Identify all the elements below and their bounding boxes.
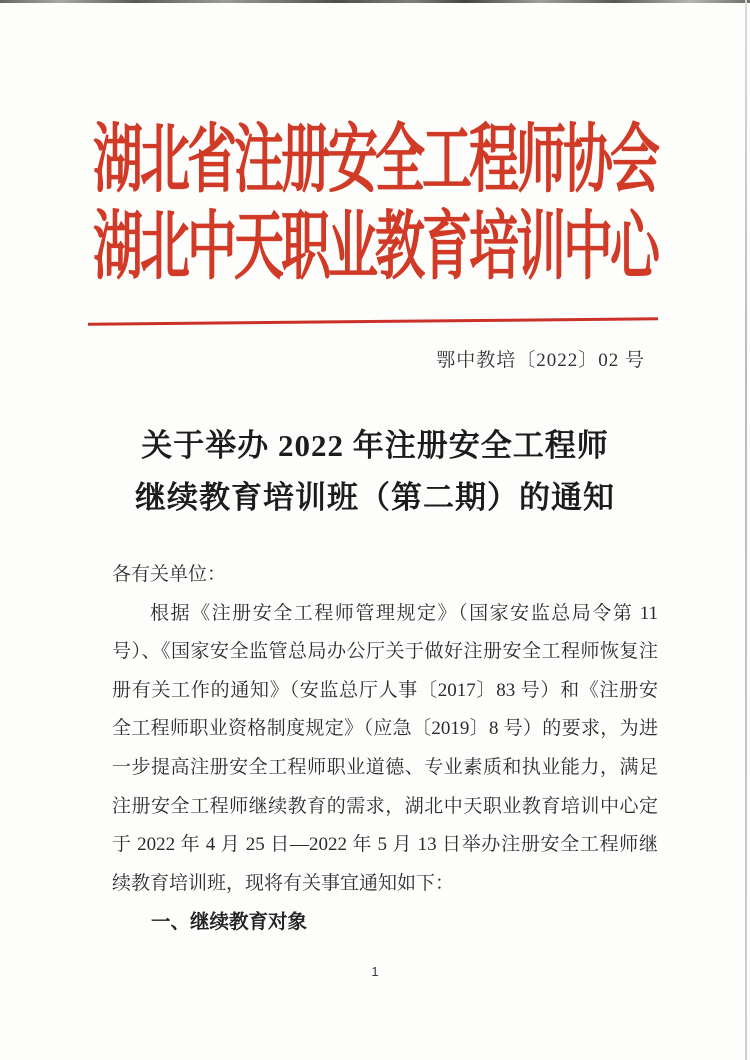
notice-title-line2: 继续教育培训班（第二期）的通知 (135, 480, 615, 515)
page-number: 1 (371, 964, 379, 979)
salutation: 各有关单位： (112, 564, 227, 585)
section-one-heading: 一、继续教育对象 (151, 911, 308, 934)
notice-title-line1: 关于举办 2022 年注册安全工程师 (141, 428, 609, 463)
red-divider-rule (88, 317, 658, 325)
document-number: 鄂中教培〔2022〕02 号 (436, 350, 645, 371)
letterhead-line1: 湖北省注册安全工程师协会 (93, 117, 657, 202)
letterhead-line2: 湖北中天职业教育培训中心 (93, 204, 657, 289)
scan-edge-top (0, 0, 750, 3)
letterhead (0, 116, 750, 290)
notice-title (0, 420, 750, 524)
body-paragraph: 根据《注册安全工程师管理规定》（国家安监总局令第 11 号）、《国家安全监管总局办公厅关于做好注册安全工程师恢复注册有关工作的通知》（安监总厅人事〔2017〕83 号）和《注册安全工程师职业资格制度规定》（应急〔2019〕8 号）的要求，为进一步提高注册安全工程师职业道德、专业素质和执业能力，满足注册安全工程师继续教育的需求，湖北中天职业教育培训中心定于 2022 年 4 月 25 日—2022 年 5 月 13 日举办注册安全工程师继续教育培训班，现将有关事宜通知如下： (112, 602, 658, 894)
document-body (112, 556, 658, 942)
